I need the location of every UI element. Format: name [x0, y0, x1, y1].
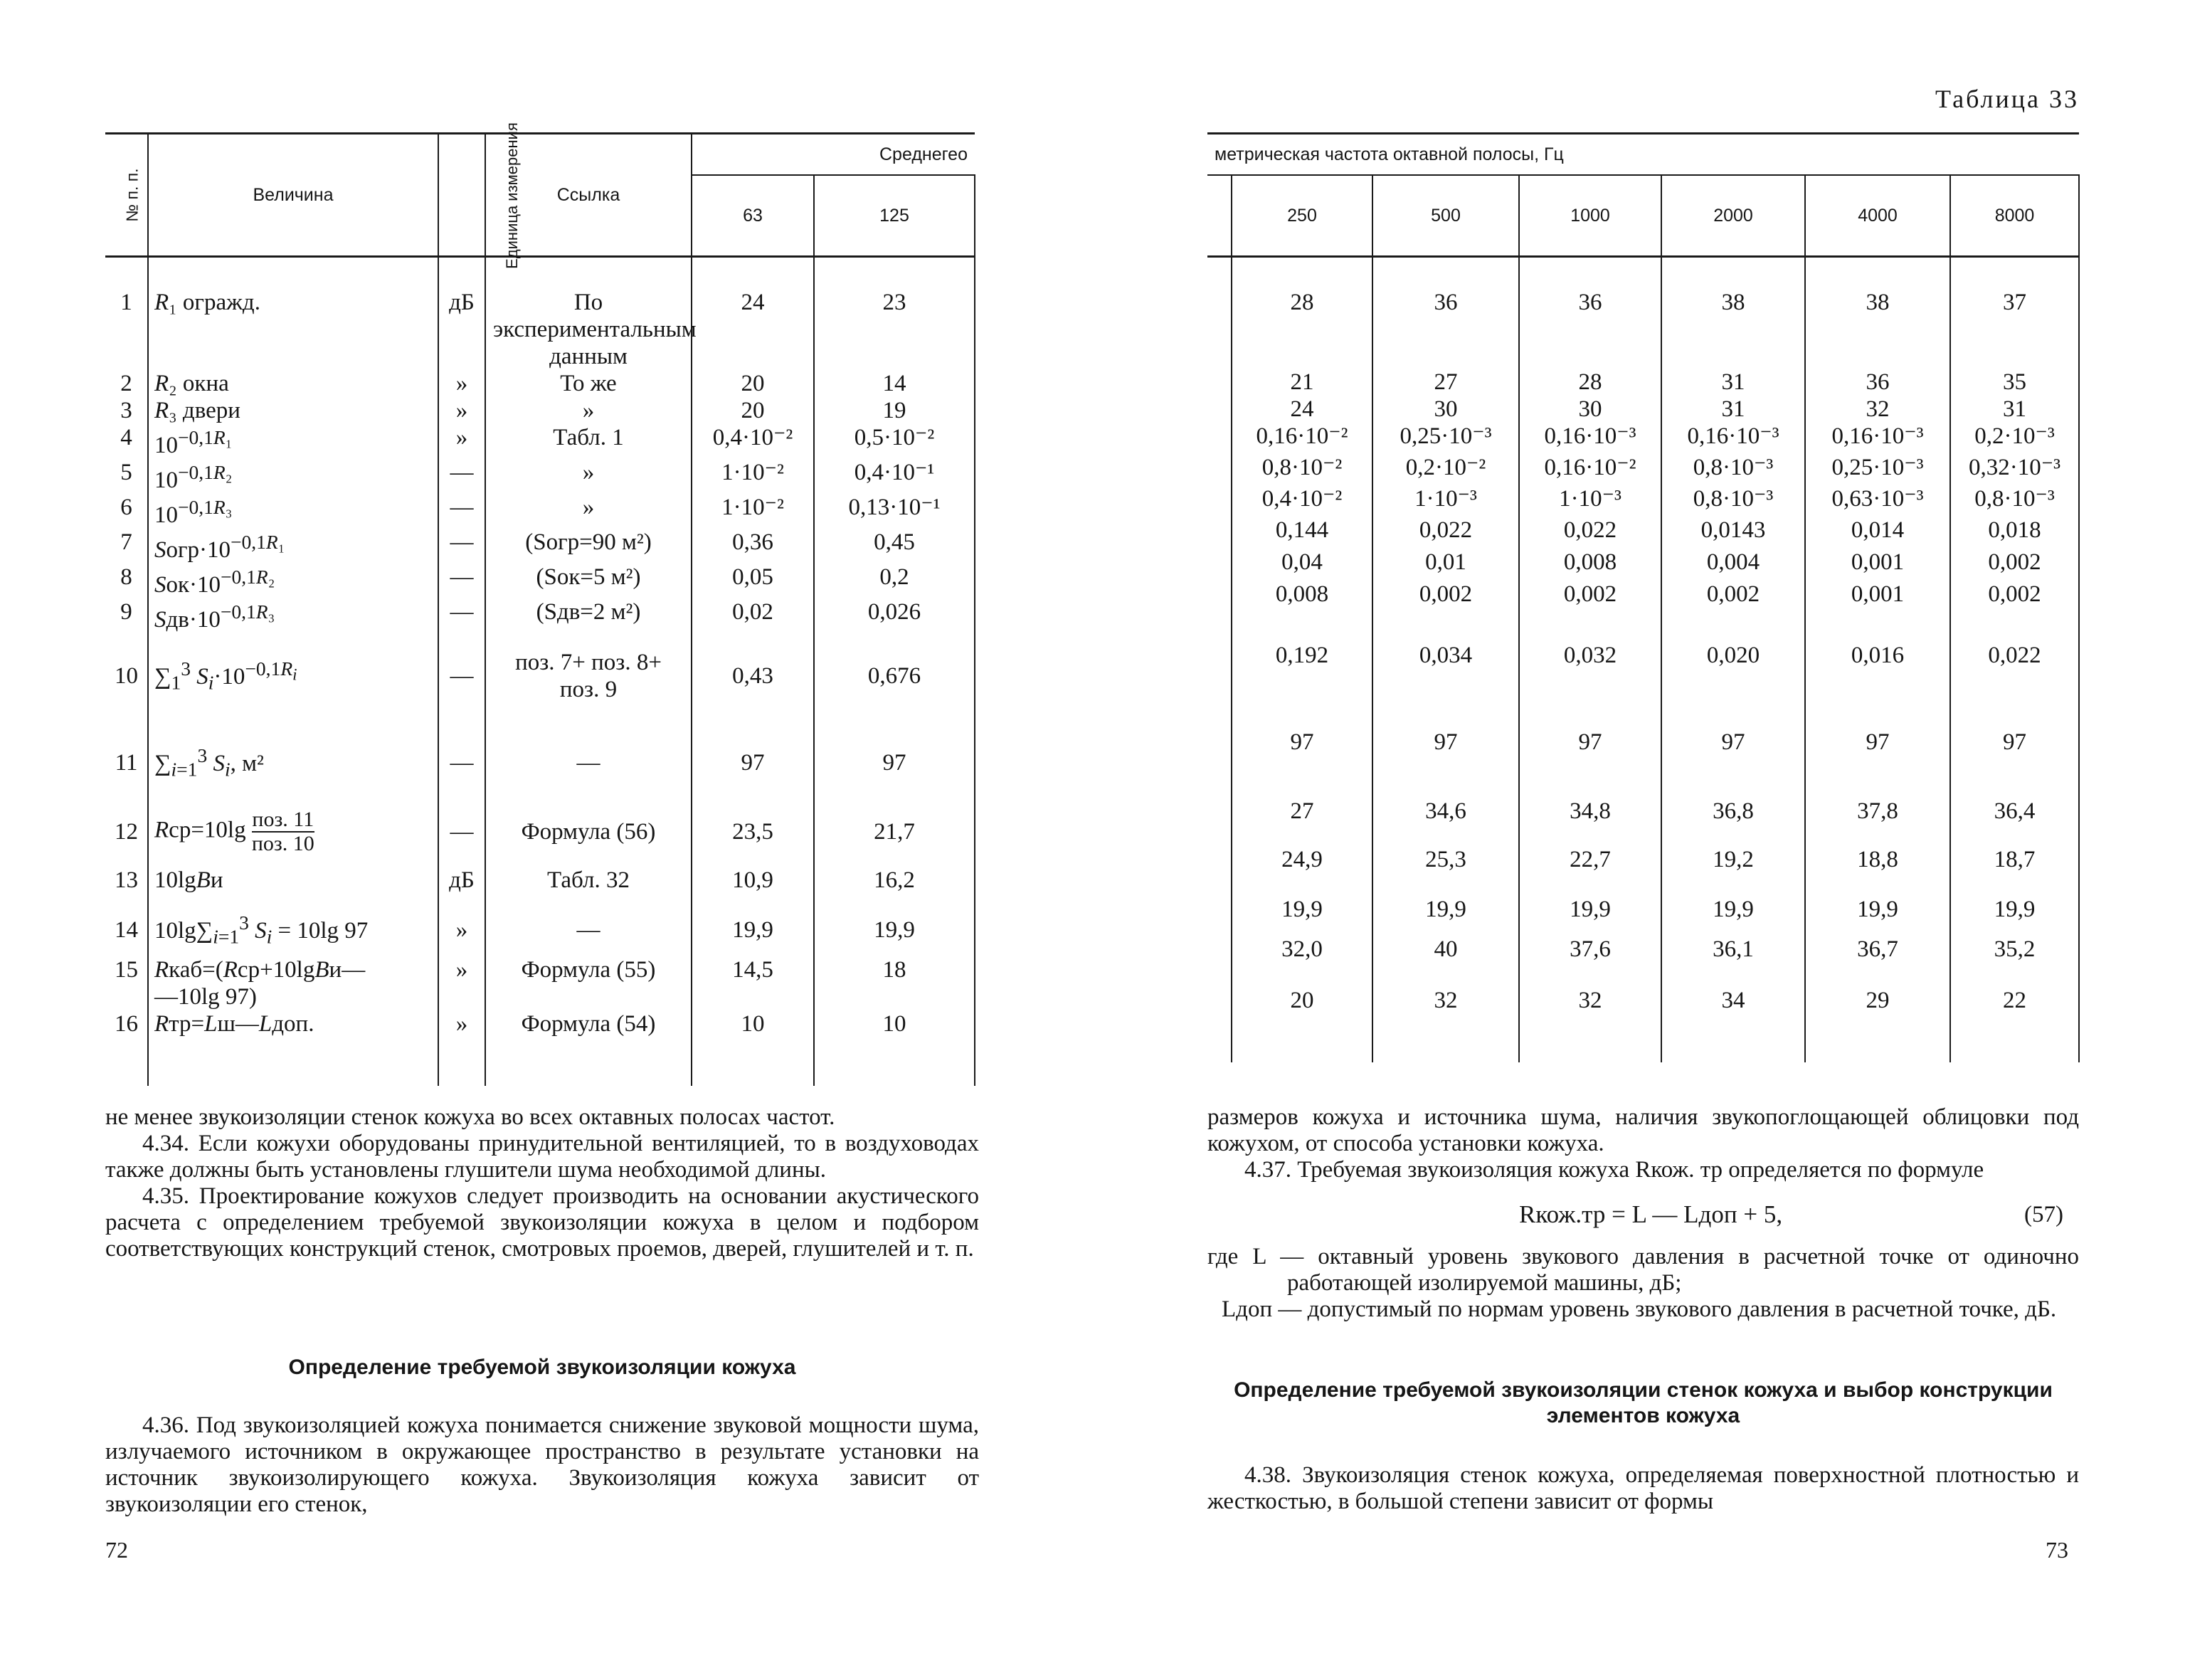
- table-row: 3 R₃ двери » » 20 19: [105, 397, 975, 424]
- table-row: [1207, 517, 2079, 549]
- paragraph-4-34: 4.34. Если кожухи оборудованы принудительной вентиляцией, то в воздуховодах также должны быть установлены глушители шума необходимой длины.: [105, 1131, 979, 1183]
- right-page: [1092, 0, 2185, 1680]
- table-right-half: [1207, 132, 2080, 1062]
- table-row: 2 R₂ окна » То же 20 14: [105, 370, 975, 397]
- value-cell: 0,022: [1950, 613, 2079, 698]
- table-row: 1 R₁ огражд. дБ По экспериментальным данным 24 23: [105, 289, 975, 370]
- section-heading: Определение требуемой звукоизоляции кожуха: [288, 1356, 796, 1379]
- freq-8000: 8000: [1950, 175, 2079, 257]
- value-cell: 0,008: [1232, 581, 1372, 613]
- value-cell: 0,020: [1661, 613, 1805, 698]
- value-cell: 34: [1661, 987, 1805, 1027]
- value-cell: 24: [1232, 396, 1372, 423]
- value-cell: 0,4·10⁻²: [1232, 485, 1372, 517]
- table-row: [1207, 581, 2079, 613]
- paragraph-4-38: 4.38. Звукоизоляция стенок кожуха, определяемая поверхностной плотностью и жесткостью, в большой степени зависит от формы: [1207, 1462, 2079, 1514]
- value-cell: 0,002: [1950, 581, 2079, 613]
- value-cell: 97: [1232, 698, 1372, 786]
- table-row: [1207, 423, 2079, 454]
- left-text-block: [105, 1104, 979, 1262]
- value-cell: 0,002: [1950, 549, 2079, 581]
- value-cell: 37,8: [1805, 786, 1950, 836]
- paragraph-4-36: 4.36. Под звукоизоляцией кожуха понимается снижение звуковой мощности шума, излучаемого источником в окружающее пространство в результате установки на источник звукоизолирующего кожуха. Звукоизоляция кожуха зависит от звукоизоляции его стенок,: [105, 1412, 979, 1517]
- value-cell: 35,2: [1950, 936, 2079, 987]
- value-cell: 0,2·10⁻²: [1372, 454, 1519, 485]
- value-cell: 19,2: [1661, 836, 1805, 883]
- freq-125: 125: [814, 175, 975, 257]
- value-cell: 37,6: [1519, 936, 1661, 987]
- right-text-block-2: [1207, 1462, 2079, 1515]
- table-row: 10 $\sum_1^3$ $S_i\cdot 10^{-0,1R_i}$ — поз. 7+ поз. 8+ поз. 9 0,43 0,676: [105, 633, 975, 719]
- table-row: 6 $10^{-0,1R_3}$ — » 1·10⁻² 0,13·10⁻¹: [105, 494, 975, 529]
- col-header-group-right: метрическая частота октавной полосы, Гц: [1207, 134, 2079, 176]
- table-row: 8 $Sок\cdot 10^{-0,1R_2}$ — (Sок=5 м²) 0,05 0,2: [105, 564, 975, 598]
- table-row: 5 $10^{-0,1R_2}$ — » 1·10⁻² 0,4·10⁻¹: [105, 459, 975, 494]
- value-cell: 32: [1372, 987, 1519, 1027]
- value-cell: 1·10⁻³: [1372, 485, 1519, 517]
- freq-1000: 1000: [1519, 175, 1661, 257]
- value-cell: 27: [1372, 369, 1519, 396]
- value-cell: 0,04: [1232, 549, 1372, 581]
- value-cell: 0,018: [1950, 517, 2079, 549]
- value-cell: 0,001: [1805, 581, 1950, 613]
- value-cell: 0,63·10⁻³: [1805, 485, 1950, 517]
- value-cell: 0,16·10⁻²: [1232, 423, 1372, 454]
- value-cell: 34,6: [1372, 786, 1519, 836]
- paragraph: не менее звукоизоляции стенок кожуха во всех октавных полосах частот.: [105, 1104, 835, 1130]
- table-row: [1207, 936, 2079, 987]
- value-cell: 0,01: [1372, 549, 1519, 581]
- value-cell: 0,16·10⁻³: [1805, 423, 1950, 454]
- value-cell: 34,8: [1519, 786, 1661, 836]
- table-row: [1207, 369, 2079, 396]
- value-cell: 19,9: [1805, 883, 1950, 936]
- paragraph-4-37: 4.37. Требуемая звукоизоляция кожуха Rкож. тр определяется по формуле: [1244, 1157, 1984, 1183]
- value-cell: 36: [1519, 289, 1661, 369]
- value-cell: 38: [1661, 289, 1805, 369]
- paragraph: размеров кожуха и источника шума, наличия звукопоглощающей облицовки под кожухом, от способа установки кожуха.: [1207, 1104, 2079, 1156]
- freq-2000: 2000: [1661, 175, 1805, 257]
- value-cell: 24,9: [1232, 836, 1372, 883]
- value-cell: 0,16·10⁻²: [1519, 454, 1661, 485]
- table-row: 4 $10^{-0,1R_1}$ » Табл. 1 0,4·10⁻² 0,5·10⁻²: [105, 424, 975, 459]
- value-cell: 35: [1950, 369, 2079, 396]
- col-header-unit: Единица измерения: [438, 134, 485, 257]
- value-cell: 0,002: [1661, 581, 1805, 613]
- value-cell: 97: [1372, 698, 1519, 786]
- table-caption: Таблица 33: [1935, 85, 2079, 113]
- value-cell: 0,004: [1661, 549, 1805, 581]
- value-cell: 97: [1805, 698, 1950, 786]
- value-cell: 0,192: [1232, 613, 1372, 698]
- formula-57: Rкож.тр = L — Lдоп + 5,: [1519, 1200, 1783, 1228]
- value-cell: 0,0143: [1661, 517, 1805, 549]
- value-cell: 97: [1950, 698, 2079, 786]
- value-cell: 22,7: [1519, 836, 1661, 883]
- table-row: 14 $10\lg\sum_{i=1}^3$ $S_i = 10\lg$ 97 » — 19,9 19,9: [105, 904, 975, 956]
- value-cell: 19,9: [1372, 883, 1519, 936]
- freq-500: 500: [1372, 175, 1519, 257]
- paragraph-4-35: 4.35. Проектирование кожухов следует производить на основании акустического расчета с определением требуемой звукоизоляции кожуха в целом и подбором соответствующих конструкций стенок, смотровых проемов, дверей, глушителей и т. п.: [105, 1183, 979, 1262]
- table-row: [1207, 613, 2079, 698]
- table-row: 7 $Sогр\cdot 10^{-0,1R_1}$ — (Sогр=90 м²) 0,36 0,45: [105, 529, 975, 564]
- where-l: где L — октавный уровень звукового давления в расчетной точке от одиночно работающей изолируемой машины, дБ;: [1207, 1244, 2079, 1296]
- table-row: 13 10lgBи дБ Табл. 32 10,9 16,2: [105, 857, 975, 904]
- table-row: 11 $\sum_{i=1}^3$ $S_i$, м² — — 97 97: [105, 719, 975, 807]
- value-cell: 36,7: [1805, 936, 1950, 987]
- value-cell: 38: [1805, 289, 1950, 369]
- col-header-num: № п. п.: [105, 134, 148, 257]
- freq-63: 63: [692, 175, 814, 257]
- value-cell: 36: [1805, 369, 1950, 396]
- value-cell: 25,3: [1372, 836, 1519, 883]
- table-row: [1207, 883, 2079, 936]
- left-page: [0, 0, 1092, 1680]
- value-cell: 37: [1950, 289, 2079, 369]
- value-cell: 32: [1805, 396, 1950, 423]
- col-header-ref: Ссылка: [485, 134, 692, 257]
- value-cell: 0,002: [1519, 581, 1661, 613]
- value-cell: 97: [1661, 698, 1805, 786]
- value-cell: 0,8·10⁻³: [1950, 485, 2079, 517]
- value-cell: 18,7: [1950, 836, 2079, 883]
- value-cell: 32: [1519, 987, 1661, 1027]
- equation-number: (57): [2024, 1202, 2063, 1227]
- value-cell: 19,9: [1232, 883, 1372, 936]
- value-cell: 0,8·10⁻³: [1661, 485, 1805, 517]
- value-cell: 0,2·10⁻³: [1950, 423, 2079, 454]
- value-cell: 97: [1519, 698, 1661, 786]
- freq-4000: 4000: [1805, 175, 1950, 257]
- value-cell: 29: [1805, 987, 1950, 1027]
- table-left-half: [105, 122, 975, 1086]
- table-row: [1207, 836, 2079, 883]
- freq-250: 250: [1232, 175, 1372, 257]
- table-row: [1207, 289, 2079, 369]
- value-cell: 0,008: [1519, 549, 1661, 581]
- value-cell: 0,016: [1805, 613, 1950, 698]
- left-text-block-2: [105, 1412, 979, 1518]
- table-row: [1207, 549, 2079, 581]
- value-cell: 18,8: [1805, 836, 1950, 883]
- quantity-cell: R₁ огражд.: [148, 289, 438, 370]
- page-number-right: 73: [2046, 1537, 2068, 1563]
- col-header-quantity: Величина: [148, 134, 438, 257]
- table-row: [1207, 454, 2079, 485]
- value-cell: 28: [1519, 369, 1661, 396]
- section-heading: Определение требуемой звукоизоляции стенок кожуха и выбор конструкции элементов кожуха: [1234, 1378, 2053, 1427]
- where-block: [1207, 1244, 2079, 1323]
- value-cell: 32,0: [1232, 936, 1372, 987]
- value-cell: 31: [1661, 369, 1805, 396]
- where-ldop: Lдоп — допустимый по нормам уровень звукового давления в расчетной точке, дБ.: [1222, 1296, 2057, 1322]
- value-cell: 0,8·10⁻³: [1661, 454, 1805, 485]
- value-cell: 36,4: [1950, 786, 2079, 836]
- value-cell: 31: [1950, 396, 2079, 423]
- value-cell: 0,001: [1805, 549, 1950, 581]
- value-cell: 0,002: [1372, 581, 1519, 613]
- value-cell: 0,8·10⁻²: [1232, 454, 1372, 485]
- value-cell: 0,25·10⁻³: [1372, 423, 1519, 454]
- value-cell: 19,9: [1661, 883, 1805, 936]
- table-row: 15 Rкаб=(Rср+10lgBи— —10lg 97) » Формула (55) 14,5 18: [105, 956, 975, 1010]
- table-row: [1207, 698, 2079, 786]
- table-row: 16 Rтр=Lш—Lдоп. » Формула (54) 10 10: [105, 1010, 975, 1050]
- table-row: [1207, 987, 2079, 1027]
- value-cell: 20: [1232, 987, 1372, 1027]
- value-cell: 0,034: [1372, 613, 1519, 698]
- value-cell: 0,022: [1372, 517, 1519, 549]
- value-cell: 0,032: [1519, 613, 1661, 698]
- value-cell: 0,16·10⁻³: [1661, 423, 1805, 454]
- value-cell: 19,9: [1519, 883, 1661, 936]
- table-row: 9 $Sдв\cdot 10^{-0,1R_3}$ — (Sдв=2 м²) 0,02 0,026: [105, 598, 975, 633]
- value-cell: 0,144: [1232, 517, 1372, 549]
- value-cell: 36,8: [1661, 786, 1805, 836]
- value-cell: 21: [1232, 369, 1372, 396]
- value-cell: 0,32·10⁻³: [1950, 454, 2079, 485]
- value-cell: 0,014: [1805, 517, 1950, 549]
- value-cell: 0,022: [1519, 517, 1661, 549]
- col-header-group-left: Среднегео: [692, 134, 975, 176]
- value-cell: 36,1: [1661, 936, 1805, 987]
- value-cell: 40: [1372, 936, 1519, 987]
- table-row: [1207, 396, 2079, 423]
- page-number-left: 72: [105, 1537, 128, 1563]
- value-cell: 22: [1950, 987, 2079, 1027]
- value-cell: 0,25·10⁻³: [1805, 454, 1950, 485]
- value-cell: 19,9: [1950, 883, 2079, 936]
- right-text-block: [1207, 1104, 2079, 1183]
- value-cell: 31: [1661, 396, 1805, 423]
- table-row: [1207, 786, 2079, 836]
- value-cell: 1·10⁻³: [1519, 485, 1661, 517]
- value-cell: 30: [1519, 396, 1661, 423]
- table-row: 12 Rср=10lg поз. 11 поз. 10 — Формула (56) 23,5 21,7: [105, 807, 975, 857]
- value-cell: 28: [1232, 289, 1372, 369]
- value-cell: 27: [1232, 786, 1372, 836]
- value-cell: 36: [1372, 289, 1519, 369]
- table-row: [1207, 485, 2079, 517]
- value-cell: 0,16·10⁻³: [1519, 423, 1661, 454]
- value-cell: 30: [1372, 396, 1519, 423]
